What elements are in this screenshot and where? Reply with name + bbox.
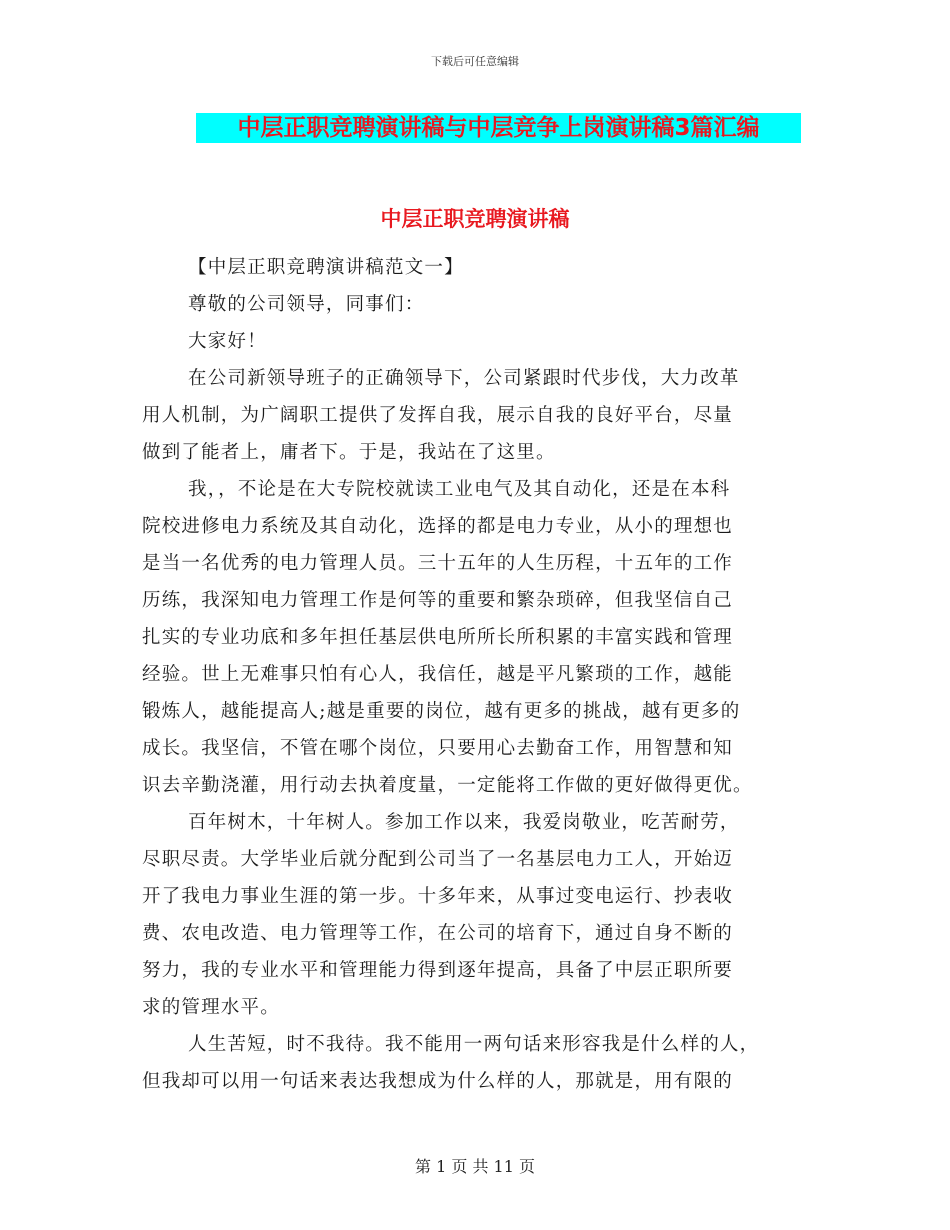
text-line: 经验。世上无难事只怕有心人，我信任，越是平凡繁琐的工作，越能 xyxy=(142,664,734,685)
text-line: 做到了能者上，庸者下。于是，我站在了这里。 xyxy=(142,442,556,463)
text-line: 成长。我坚信，不管在哪个岗位，只要用心去勤奋工作，用智慧和知 xyxy=(142,738,734,759)
text-line: 努力，我的专业水平和管理能力得到逐年提高，具备了中层正职所要 xyxy=(142,960,734,981)
text-line: 但我却可以用一句话来表达我想成为什么样的人，那就是，用有限的 xyxy=(142,1071,734,1092)
text-line: 锻炼人，越能提高人;越是重要的岗位，越有更多的挑战，越有更多的 xyxy=(142,701,741,722)
footer-suffix: 页 xyxy=(519,1157,536,1176)
text-line: 开了我电力事业生涯的第一步。十多年来，从事过变电运行、抄表收 xyxy=(142,886,734,907)
text-line: 在公司新领导班子的正确领导下，公司紧跟时代步伐，大力改革 xyxy=(188,368,740,389)
document-title: 中层正职竞聘演讲稿与中层竞争上岗演讲稿3篇汇编 xyxy=(196,113,801,143)
page-number: 1 xyxy=(436,1157,447,1176)
text-line: 尊敬的公司领导，同事们： xyxy=(188,294,425,315)
text-line: 【中层正职竞聘演讲稿范文一】 xyxy=(188,257,464,278)
text-line: 我，，不论是在大专院校就读工业电气及其自动化，还是在本科 xyxy=(188,479,731,500)
text-line: 人生苦短，时不我待。我不能用一两句话来形容我是什么样的人， xyxy=(188,1034,760,1055)
text-line: 用人机制，为广阔职工提供了发挥自我，展示自我的良好平台，尽量 xyxy=(142,405,734,426)
footer-prefix: 第 xyxy=(414,1157,431,1176)
page-footer xyxy=(0,1154,950,1177)
page-header: 下载后可任意编辑 xyxy=(431,55,519,68)
text-line: 院校进修电力系统及其自动化，选择的都是电力专业，从小的理想也 xyxy=(142,516,734,537)
text-line: 求的管理水平。 xyxy=(142,997,280,1018)
section-title: 中层正职竞聘演讲稿 xyxy=(380,207,570,231)
text-line: 扎实的专业功底和多年担任基层供电所所长所积累的丰富实践和管理 xyxy=(142,627,734,648)
footer-mid: 页 共 xyxy=(451,1157,489,1176)
text-line: 费、农电改造、电力管理等工作，在公司的培育下，通过自身不断的 xyxy=(142,923,734,944)
text-line: 尽职尽责。大学毕业后就分配到公司当了一名基层电力工人，开始迈 xyxy=(142,849,734,870)
text-line: 识去辛勤浇灌，用行动去执着度量，一定能将工作做的更好做得更优。 xyxy=(142,775,753,796)
text-line: 大家好！ xyxy=(188,331,267,352)
page-total: 11 xyxy=(493,1157,514,1176)
text-line: 是当一名优秀的电力管理人员。三十五年的人生历程，十五年的工作 xyxy=(142,553,734,574)
body-text xyxy=(142,249,812,1100)
text-line: 百年树木，十年树人。参加工作以来，我爱岗敬业，吃苦耐劳， xyxy=(188,812,740,833)
text-line: 历练，我深知电力管理工作是何等的重要和繁杂琐碎，但我坚信自己 xyxy=(142,590,734,611)
